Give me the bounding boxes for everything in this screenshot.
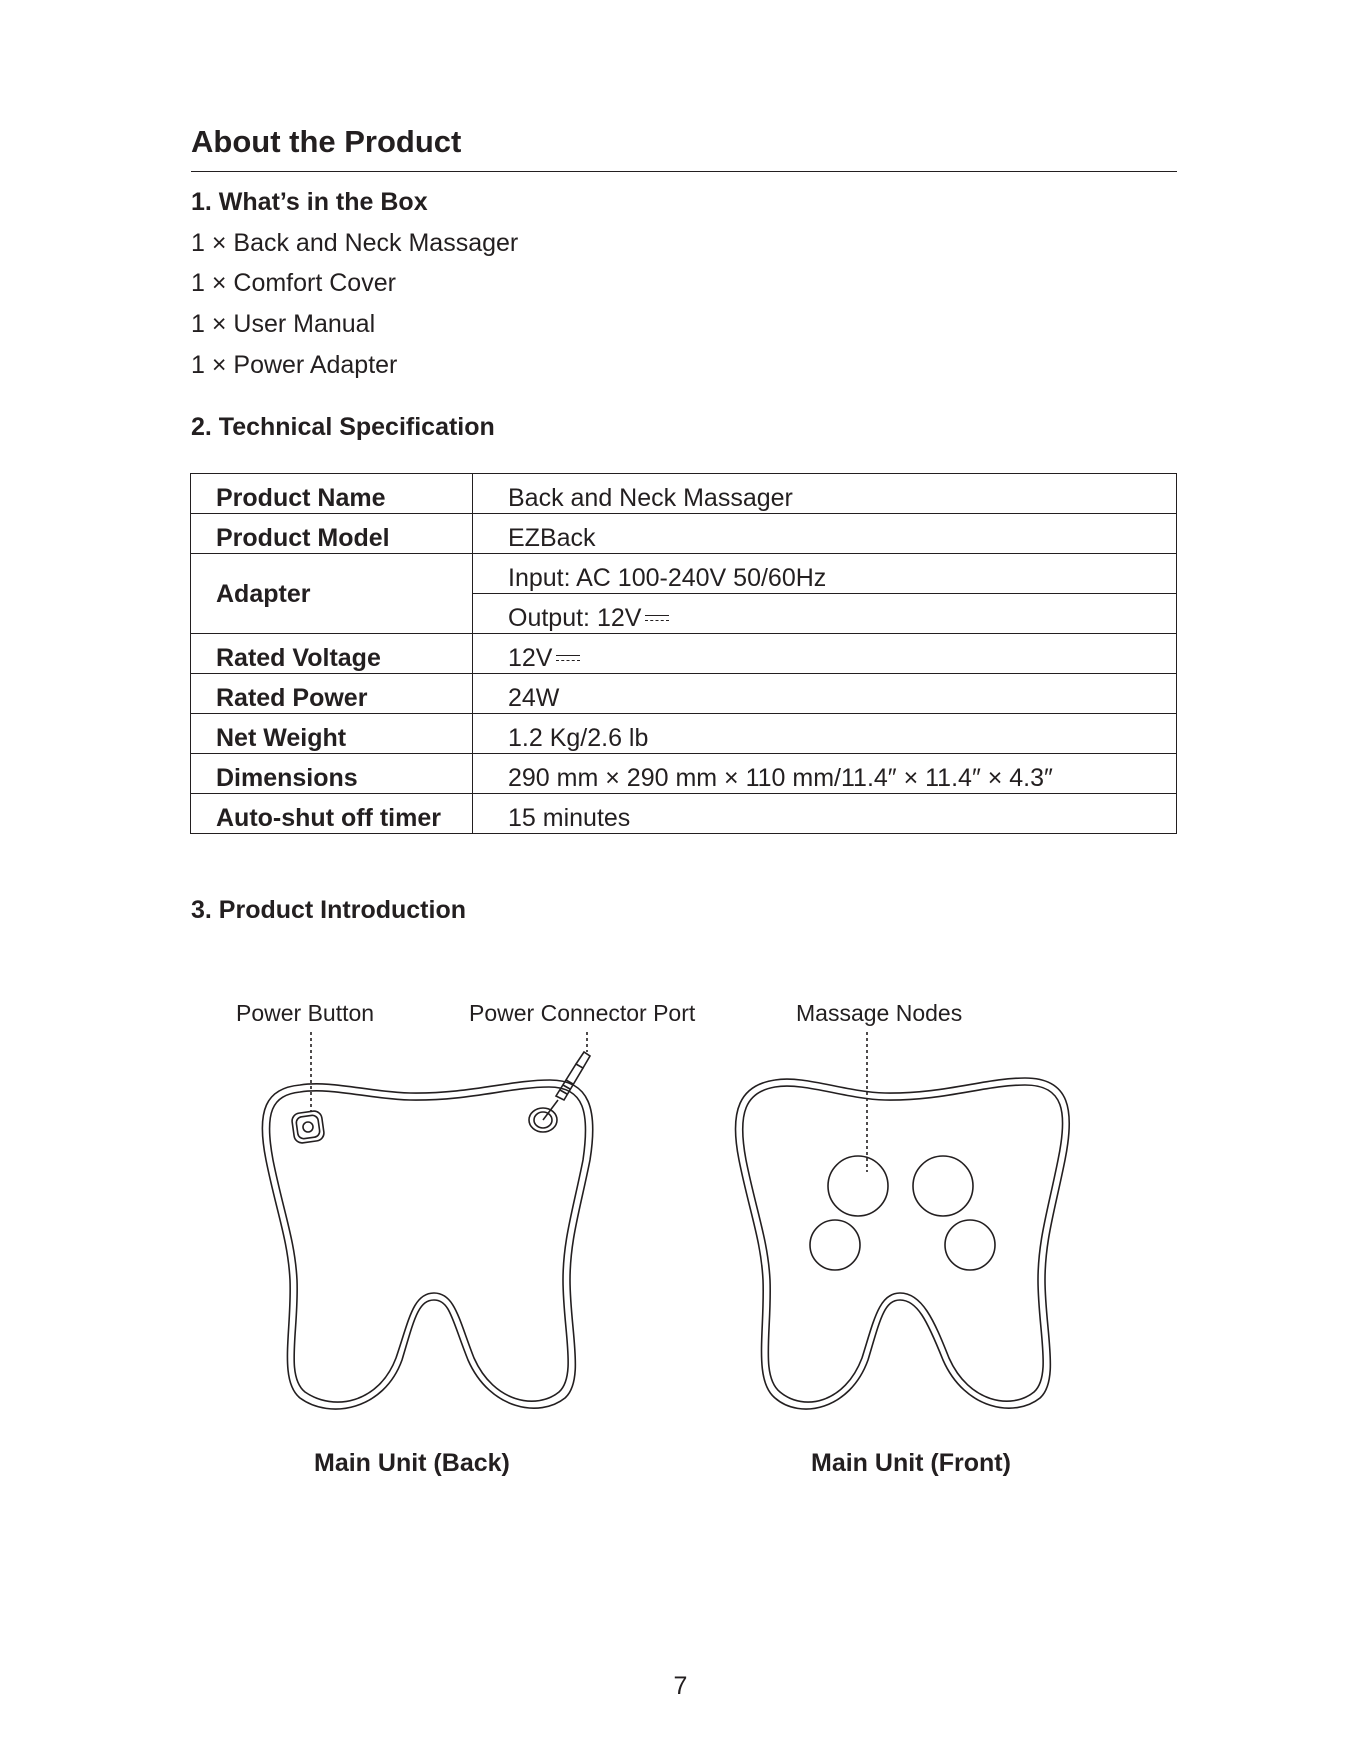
page-title: About the Product xyxy=(191,124,462,159)
massage-node-icon xyxy=(810,1220,860,1270)
spec-label: Net Weight xyxy=(191,714,473,754)
spec-value: Back and Neck Massager xyxy=(473,474,1177,514)
massage-node-icon xyxy=(945,1220,995,1270)
spec-label: Adapter xyxy=(191,554,473,634)
spec-label: Auto-shut off timer xyxy=(191,794,473,834)
spec-value: 15 minutes xyxy=(473,794,1177,834)
box-item: 1 × User Manual xyxy=(191,310,376,338)
box-item: 1 × Comfort Cover xyxy=(191,269,396,297)
caption-back: Main Unit (Back) xyxy=(314,1449,510,1477)
spec-value: 290 mm × 290 mm × 110 mm/11.4″ × 11.4″ × 4.3″ xyxy=(473,754,1177,794)
spec-value: 24W xyxy=(473,674,1177,714)
spec-label: Rated Voltage xyxy=(191,634,473,674)
box-heading: 1. What’s in the Box xyxy=(191,188,428,216)
massage-nodes-label: Massage Nodes xyxy=(796,1000,963,1026)
power-connector-icon xyxy=(529,1052,590,1132)
massage-node-icon xyxy=(913,1156,973,1216)
power-button-label: Power Button xyxy=(236,1000,375,1026)
spec-value: 12V xyxy=(508,644,553,672)
intro-heading: 3. Product Introduction xyxy=(191,896,466,924)
spec-label: Product Name xyxy=(191,474,473,514)
page-number: 7 xyxy=(673,1672,688,1700)
main-unit-front-outline xyxy=(735,1078,1069,1409)
caption-front: Main Unit (Front) xyxy=(811,1449,1011,1477)
spec-value: 1.2 Kg/2.6 lb xyxy=(473,714,1177,754)
power-connector-label: Power Connector Port xyxy=(469,1000,696,1026)
spec-label: Rated Power xyxy=(191,674,473,714)
spec-value: Input: AC 100-240V 50/60Hz xyxy=(473,554,1177,594)
spec-value: Output: 12V xyxy=(508,604,642,632)
massage-node-icon xyxy=(828,1156,888,1216)
box-item: 1 × Back and Neck Massager xyxy=(191,229,519,257)
box-item: 1 × Power Adapter xyxy=(191,351,398,379)
spec-label: Dimensions xyxy=(191,754,473,794)
spec-heading: 2. Technical Specification xyxy=(191,413,495,441)
spec-label: Product Model xyxy=(191,514,473,554)
spec-value: EZBack xyxy=(473,514,1177,554)
power-button-icon xyxy=(291,1110,325,1144)
